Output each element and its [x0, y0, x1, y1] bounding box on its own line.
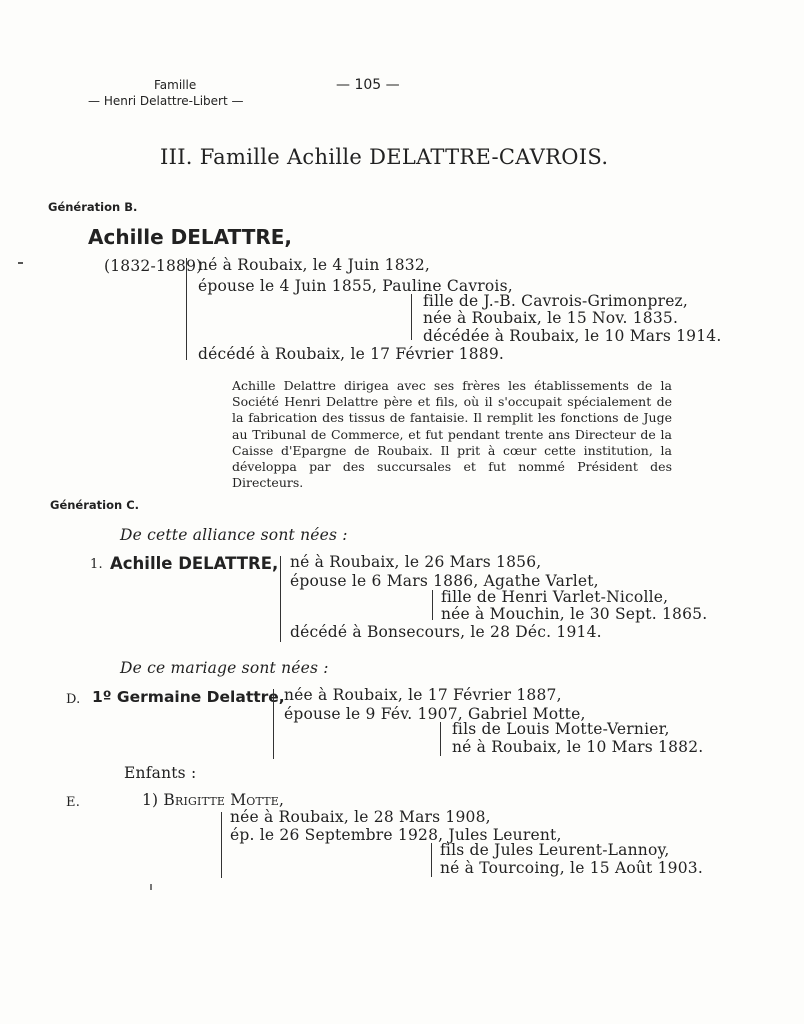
- spouse-bracket-line: [411, 294, 412, 340]
- generation-b-marriage: épouse le 4 Juin 1855, Pauline Cavrois,: [198, 277, 513, 295]
- generation-d-birth: née à Roubaix, le 17 Février 1887,: [284, 686, 562, 704]
- page-title: III. Famille Achille DELATTRE-CAVROIS.: [160, 145, 609, 169]
- generation-d-marker: D.: [66, 692, 81, 707]
- generation-c-birth: né à Roubaix, le 26 Mars 1856,: [290, 553, 542, 571]
- page-number: — 105 —: [336, 77, 400, 93]
- generation-b-spouse-birth: née à Roubaix, le 15 Nov. 1835.: [423, 309, 679, 327]
- scan-mark: [18, 262, 23, 264]
- generation-c-spouse-birth: née à Mouchin, le 30 Sept. 1865.: [441, 605, 708, 623]
- spouse-bracket-line: [432, 590, 433, 620]
- generation-b-birth: né à Roubaix, le 4 Juin 1832,: [198, 256, 431, 274]
- generation-d-name: 1º Germaine Delattre,: [92, 688, 285, 706]
- generation-b-dates: (1832-1889): [104, 257, 203, 275]
- generation-d-intro: De ce mariage sont nées :: [120, 659, 329, 677]
- scan-mark: [150, 884, 152, 890]
- spouse-bracket-line: [431, 843, 432, 877]
- generation-b-death: décédé à Roubaix, le 17 Février 1889.: [198, 345, 505, 363]
- generation-e-name: 1) Brigitte Motte,: [142, 791, 285, 809]
- generation-d-marriage: épouse le 9 Fév. 1907, Gabriel Motte,: [284, 705, 586, 723]
- generation-c-intro: De cette alliance sont nées :: [120, 526, 348, 544]
- generation-b-name: Achille DELATTRE,: [88, 225, 293, 249]
- generation-e-marriage: ép. le 26 Septembre 1928, Jules Leurent,: [230, 826, 562, 844]
- header-subtitle: — Henri Delattre-Libert —: [88, 94, 244, 108]
- generation-b-label: Génération B.: [48, 200, 138, 214]
- generation-c-marker: 1.: [90, 557, 103, 572]
- generation-b-spouse-death: décédée à Roubaix, le 10 Mars 1914.: [423, 327, 722, 345]
- generation-e-spouse-parent: fils de Jules Leurent-Lannoy,: [440, 841, 670, 859]
- generation-e-marker: E.: [66, 795, 81, 810]
- bracket-line: [280, 556, 281, 642]
- bracket-line: [186, 258, 187, 360]
- bracket-line: [273, 689, 274, 759]
- generation-e-birth: née à Roubaix, le 28 Mars 1908,: [230, 808, 491, 826]
- generation-b-biography: Achille Delattre dirigea avec ses frères les établissements de la Société Henri Delattre père et fils, où il s'occupait spécialement de la fabrication des tissus de fantaisie. Il remplit les fonctions de Juge au Tribunal de Commerce, et fut pendant trente ans Directeur de la Caisse d'Epargne de Roubaix. Il prit à cœur cette institution, la développa par des succursales et fut nommé Président des Directeurs.: [232, 378, 672, 491]
- children-label: Enfants :: [124, 764, 197, 782]
- generation-c-name: Achille DELATTRE,: [110, 554, 279, 573]
- generation-d-spouse-parent: fils de Louis Motte-Vernier,: [452, 720, 670, 738]
- generation-b-spouse-parent: fille de J.-B. Cavrois-Grimonprez,: [423, 292, 689, 310]
- generation-c-marriage: épouse le 6 Mars 1886, Agathe Varlet,: [290, 572, 599, 590]
- header-famille: Famille: [154, 78, 197, 92]
- generation-d-spouse-birth: né à Roubaix, le 10 Mars 1882.: [452, 738, 704, 756]
- spouse-bracket-line: [440, 722, 441, 756]
- bracket-line: [221, 812, 222, 878]
- generation-c-death: décédé à Bonsecours, le 28 Déc. 1914.: [290, 623, 602, 641]
- generation-e-spouse-birth: né à Tourcoing, le 15 Août 1903.: [440, 859, 703, 877]
- generation-c-label: Génération C.: [50, 498, 139, 512]
- generation-c-spouse-parent: fille de Henri Varlet-Nicolle,: [441, 588, 669, 606]
